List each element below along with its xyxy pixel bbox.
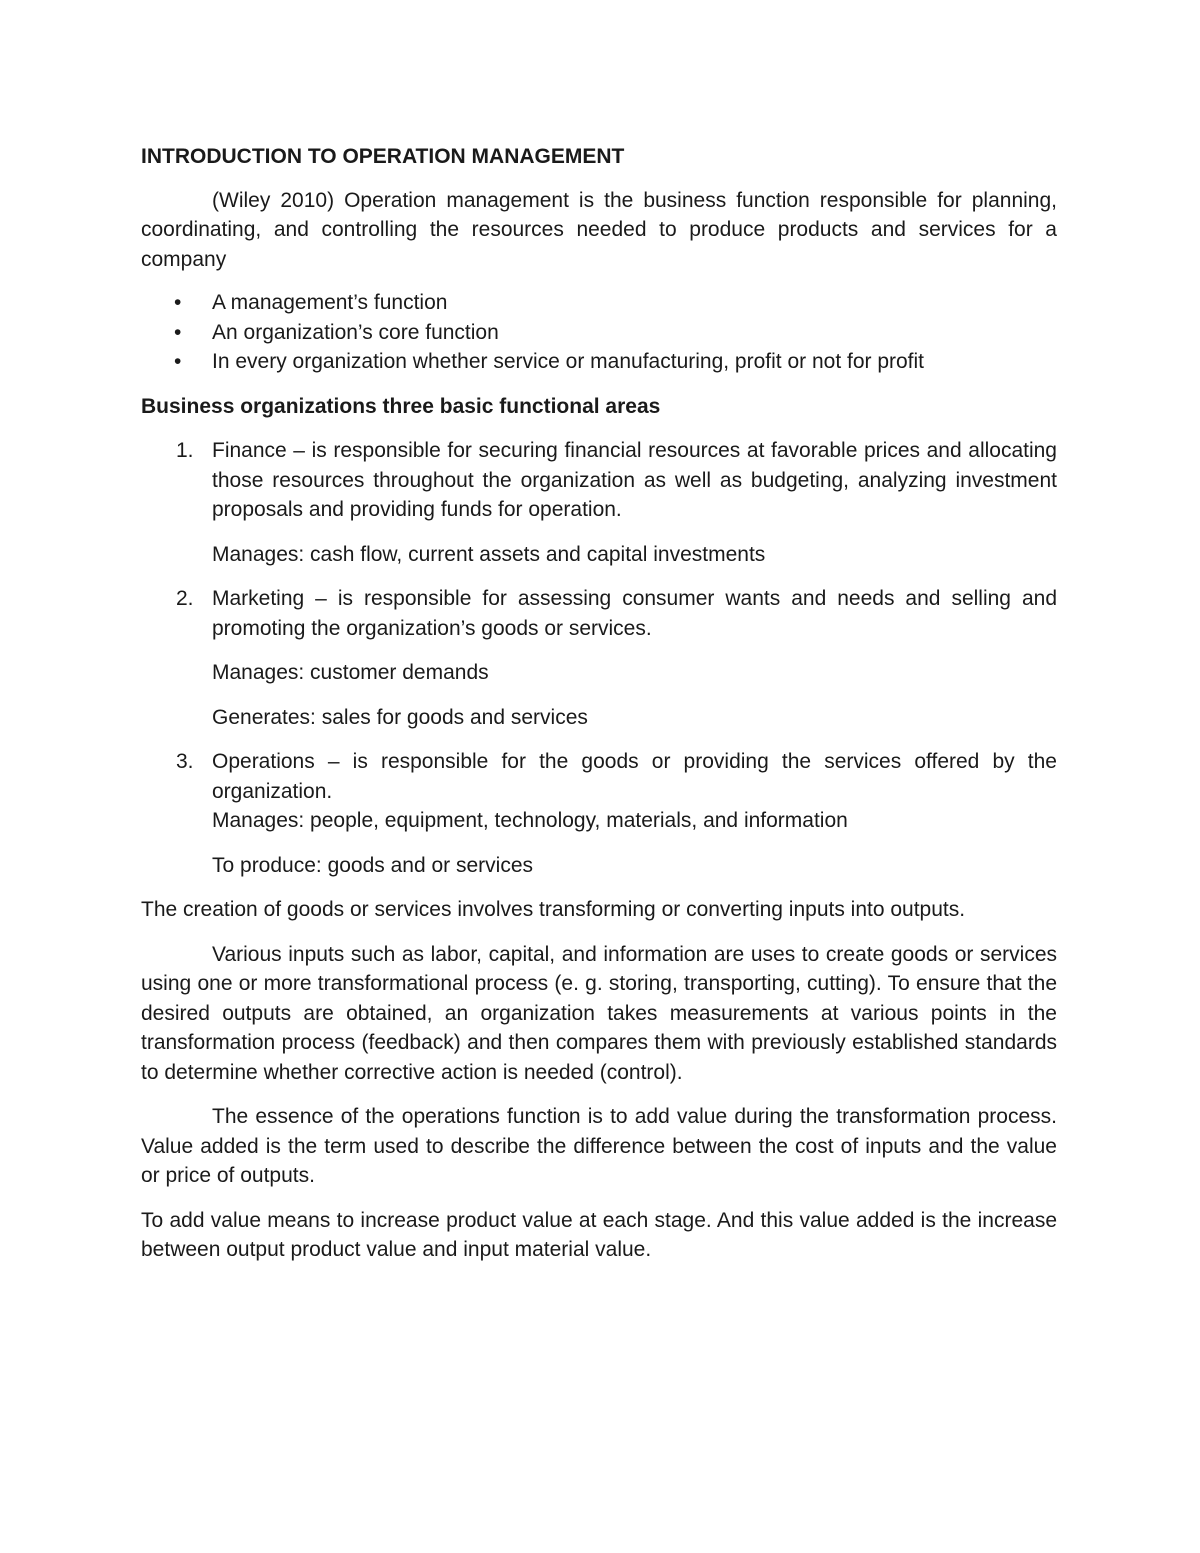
area-description: Finance – is responsible for securing financial resources at favorable prices and allocating those resources throughout the organization as well as budgeting, analyzing investment proposals and providing funds for operation. (212, 439, 1057, 521)
list-number: 3. (176, 750, 194, 773)
area-finance (141, 436, 1057, 569)
bullet-text: A management’s function (212, 291, 448, 314)
bullet-text: An organization’s core function (212, 320, 499, 344)
functional-areas-list (141, 436, 1057, 880)
bullet-icon: • (174, 291, 182, 314)
area-marketing (141, 584, 1057, 732)
document-title: INTRODUCTION TO OPERATION MANAGEMENT (141, 145, 625, 168)
area-description: Marketing – is responsible for assessing consumer wants and needs and selling and promoting the organization’s goods or services. (212, 587, 1057, 640)
list-item (141, 288, 1057, 318)
area-note: Generates: sales for goods and services (212, 705, 588, 729)
list-item (141, 347, 1057, 377)
document-page (141, 142, 1057, 1280)
bullet-icon: • (174, 320, 182, 344)
body-paragraph: Various inputs such as labor, capital, and information are uses to create goods or services using one or more transformational process (e. g. storing, transporting, cutting). To ensure that the desired outputs are obtained, an organization takes measurements at various points in the transformation process (feedback) and then compares them with previously established standards to determine whether corrective action is needed (control). (141, 942, 1057, 1084)
body-paragraph: To add value means to increase product value at each stage. And this value added is the increase between output product value and input material value. (141, 1208, 1057, 1261)
bullet-icon: • (174, 350, 182, 373)
list-item (141, 318, 1057, 348)
list-number: 1. (176, 439, 194, 462)
area-description: Operations – is responsible for the goods or providing the services offered by the organization. (212, 750, 1057, 803)
bullet-list (141, 288, 1057, 377)
list-number: 2. (176, 587, 194, 610)
body-paragraph: The creation of goods or services involves transforming or converting inputs into outputs. (141, 898, 966, 921)
area-note: Manages: customer demands (212, 661, 489, 684)
area-note: Manages: cash flow, current assets and capital investments (212, 542, 766, 566)
intro-paragraph: (Wiley 2010) Operation management is the business function responsible for planning, coordinating, and controlling the resources needed to produce products and services for a company (141, 188, 1057, 271)
body-paragraph: The essence of the operations function is to add value during the transformation process. Value added is the term used to describe the difference between the cost of inputs and the value or price of outputs. (141, 1105, 1057, 1187)
area-note: To produce: goods and or services (212, 853, 534, 877)
section-heading: Business organizations three basic functional areas (141, 394, 661, 418)
bullet-text: In every organization whether service or manufacturing, profit or not for profit (212, 350, 925, 373)
area-note: Manages: people, equipment, technology, materials, and information (212, 809, 848, 832)
area-operations (141, 747, 1057, 880)
